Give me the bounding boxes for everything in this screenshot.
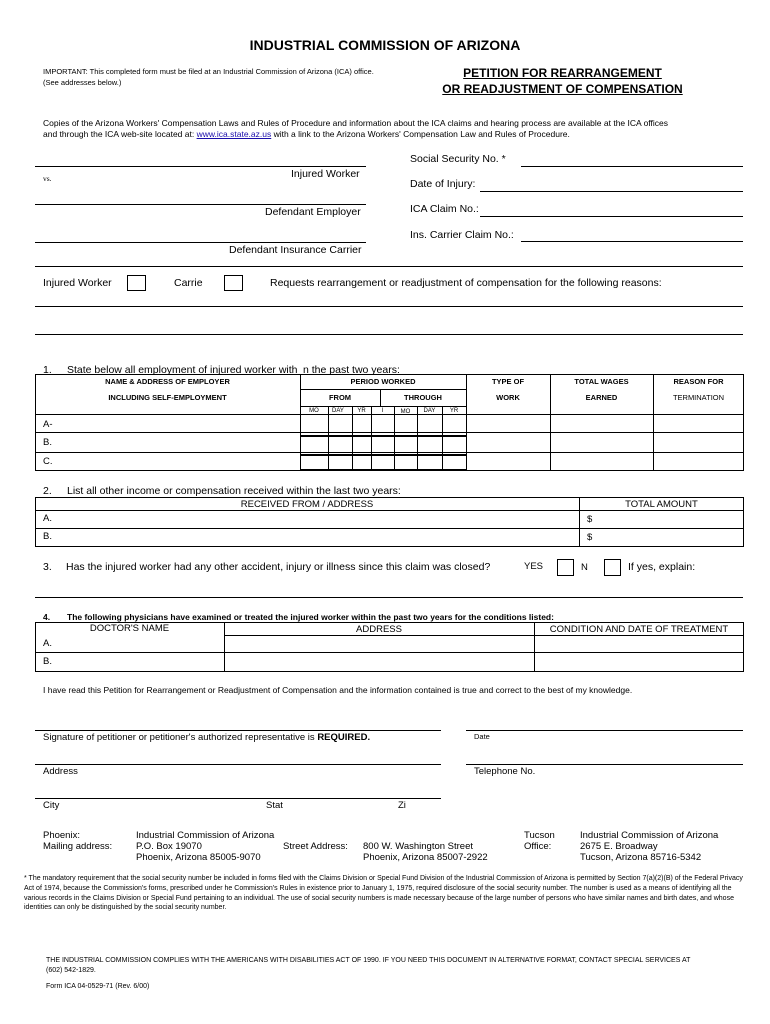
yes-label: YES: [524, 561, 544, 572]
section4-number: 4.: [43, 612, 51, 622]
ssn-label: Social Security No. *: [410, 153, 506, 165]
telephone-label: Telephone No.: [474, 766, 536, 777]
income-row-b: B.: [43, 531, 52, 542]
employment-row-a: A-: [43, 419, 53, 430]
date-part-day-2: DAY: [423, 408, 436, 414]
col-reason-for: REASON FOR: [673, 377, 724, 386]
col-address: ADDRESS: [356, 624, 402, 635]
phoenix-street-city: Phoenix, Arizona 85007-2922: [363, 852, 488, 863]
reason-line-1[interactable]: [35, 306, 743, 307]
signature-line[interactable]: [35, 730, 441, 731]
ica-claim-field[interactable]: [480, 216, 743, 217]
income-row-a: A.: [43, 513, 52, 524]
signature-label: Signature of petitioner or petitioner's authorized representative is REQUIRED.: [43, 732, 371, 743]
phoenix-office-name: Industrial Commission of Arizona: [136, 830, 275, 841]
tucson-street: 2675 E. Broadway: [580, 841, 658, 852]
option-injured-worker-label: Injured Worker: [43, 277, 112, 289]
date-part-yr-2: YR: [449, 408, 459, 414]
defendant-employer-label: Defendant Employer: [265, 206, 361, 218]
ssn-field[interactable]: [521, 166, 743, 167]
phoenix-city: Phoenix, Arizona 85005-9070: [136, 852, 261, 863]
section4-instruction: The following physicians have examined or treated the injured worker within the past two years for the conditions listed:: [67, 612, 554, 622]
col-through: THROUGH: [404, 393, 442, 402]
zip-label: Zi: [398, 800, 406, 811]
state-label: Stat: [266, 800, 283, 811]
physician-row-a: A.: [43, 638, 52, 649]
date-part-mo-2: MO: [400, 409, 411, 415]
col-from: FROM: [328, 393, 352, 402]
date-of-injury-field[interactable]: [480, 191, 743, 192]
telephone-line[interactable]: [466, 764, 743, 765]
address-label: Address: [43, 766, 78, 777]
defendant-insurance-label: Defendant Insurance Carrier: [229, 244, 362, 256]
form-number: Form ICA 04-0529-71 (Rev. 6/00): [46, 983, 150, 990]
copies-text-line1: Copies of the Arizona Workers' Compensation Laws and Rules of Procedure and information about the ICA claims and hearing process are available at the ICA offices: [43, 118, 668, 128]
section1-number: 1.: [43, 364, 52, 376]
city-label: City: [43, 800, 60, 811]
col-condition: CONDITION AND DATE OF TREATMENT: [549, 624, 729, 635]
mailing-address-label: Mailing address:: [43, 841, 113, 852]
phoenix-po-box: P.O. Box 19070: [136, 841, 202, 852]
col-employer-name: NAME & ADDRESS OF EMPLOYER: [105, 377, 230, 386]
certification-text: I have read this Petition for Rearrangement or Readjustment of Compensation and the information contained is true and correct to the best of my knowledge.: [43, 685, 633, 695]
injured-worker-line[interactable]: [35, 166, 366, 167]
injured-worker-label: Injured Worker: [291, 168, 360, 180]
carrier-checkbox[interactable]: [224, 275, 243, 291]
col-total-wages: TOTAL WAGES: [574, 377, 629, 386]
section1-instruction-tail: n the past two years:: [303, 364, 400, 376]
ica-website-link[interactable]: www.ica.state.az.us: [196, 129, 272, 139]
physician-row-b: B.: [43, 656, 52, 667]
city-state-zip-line[interactable]: [35, 798, 441, 799]
no-checkbox[interactable]: [604, 559, 621, 576]
no-label: N: [581, 562, 588, 573]
explain-line[interactable]: [35, 597, 743, 598]
date-of-injury-label: Date of Injury:: [410, 178, 476, 190]
address-line[interactable]: [35, 764, 441, 765]
tucson-label: Tucson: [524, 830, 555, 841]
date-label: Date: [474, 732, 490, 741]
col-self-employment: INCLUDING SELF-EMPLOYMENT: [108, 393, 227, 402]
date-part-mo: MO: [309, 408, 319, 414]
petition-title-line2: OR READJUSTMENT OF COMPENSATION: [442, 82, 683, 96]
injured-worker-checkbox[interactable]: [127, 275, 146, 291]
if-yes-explain-label: If yes, explain:: [628, 561, 696, 573]
request-text: Requests rearrangement or readjustment of compensation for the following reasons:: [270, 277, 662, 289]
phoenix-label: Phoenix:: [43, 830, 80, 841]
ins-claim-field[interactable]: [521, 241, 743, 242]
section3-question: Has the injured worker had any other accident, injury or illness since this claim was closed?: [66, 561, 491, 573]
reason-line-2[interactable]: [35, 334, 743, 335]
col-doctor-name: DOCTOR'S NAME: [89, 623, 170, 634]
vs-label: vs.: [43, 174, 52, 183]
tucson-city: Tucson, Arizona 85716-5342: [580, 852, 702, 863]
section2-instruction: List all other income or compensation received within the last two years:: [67, 485, 401, 497]
yes-checkbox[interactable]: [557, 559, 574, 576]
date-part-yr: YR: [357, 408, 366, 414]
col-type-of: TYPE OF: [491, 377, 525, 386]
income-row-b-currency: $: [587, 532, 593, 543]
street-address-label: Street Address:: [283, 841, 348, 852]
petition-title-line1: PETITION FOR REARRANGEMENT: [463, 66, 662, 80]
important-note: IMPORTANT: This completed form must be filed at an Industrial Commission of Arizona (ICA) office. (See addresses below.): [43, 67, 374, 87]
date-part-day: DAY: [332, 408, 344, 414]
tucson-office-name: Industrial Commission of Arizona: [580, 830, 719, 841]
date-part-sep: I: [381, 408, 384, 414]
ica-claim-label: ICA Claim No.:: [410, 203, 479, 215]
phoenix-street: 800 W. Washington Street: [363, 841, 474, 852]
date-line[interactable]: [466, 730, 743, 731]
income-row-a-currency: $: [587, 514, 593, 525]
section1-instruction: State below all employment of injured worker with: [67, 364, 298, 376]
section3-number: 3.: [43, 561, 52, 573]
col-earned: EARNED: [585, 393, 618, 402]
ada-notice: THE INDUSTRIAL COMMISSION COMPLIES WITH THE AMERICANS WITH DISABILITIES ACT OF 1990. IF YOU NEED THIS DOCUMENT IN ALTERNATIVE FORMAT, CONTACT SPECIAL SERVICES AT (602) 542-1829.: [46, 957, 691, 974]
section2-number: 2.: [43, 485, 52, 497]
col-work: WORK: [496, 393, 520, 402]
separator-line: [35, 266, 743, 267]
copies-text-line2: and through the ICA web-site located at: www.ica.state.az.us with a link to the Arizona Workers' Compensation Law and Rules of Procedure.: [43, 129, 570, 139]
col-period-worked: PERIOD WORKED: [350, 377, 416, 386]
ssn-footnote: * The mandatory requirement that the social security number be included in forms filed with the Claims Division or Special Fund Division of the Industrial Commission of Arizona is permitted by Section 7(a)(2)(B) of the Federal Privacy Act of 1974, because the Commission's forms, prescribed under he Commission's Rules in existence prior to January 1, 1975, required disclosure of the social security number. The number is used as a means of identifying all the various records in the Claims Division or Special Fund pertaining to an individual. The use of social security numbers is made necessary because of the large number of persons who have similar names and birth dates, and whose identities can only be distinguished by the social security number.: [24, 875, 743, 912]
form-title: INDUSTRIAL COMMISSION OF ARIZONA: [249, 37, 521, 53]
defendant-insurance-line[interactable]: [35, 242, 366, 243]
employment-row-b: B.: [43, 437, 52, 448]
option-carrier-label: Carrie: [174, 277, 203, 289]
office-label: Office:: [524, 841, 552, 852]
employment-row-c: C.: [43, 456, 53, 467]
defendant-employer-line[interactable]: [35, 204, 366, 205]
ins-claim-label: Ins. Carrier Claim No.:: [410, 229, 514, 241]
col-total-amount: TOTAL AMOUNT: [625, 499, 698, 510]
col-received-from: RECEIVED FROM / ADDRESS: [240, 499, 374, 510]
col-termination: TERMINATION: [672, 393, 725, 402]
